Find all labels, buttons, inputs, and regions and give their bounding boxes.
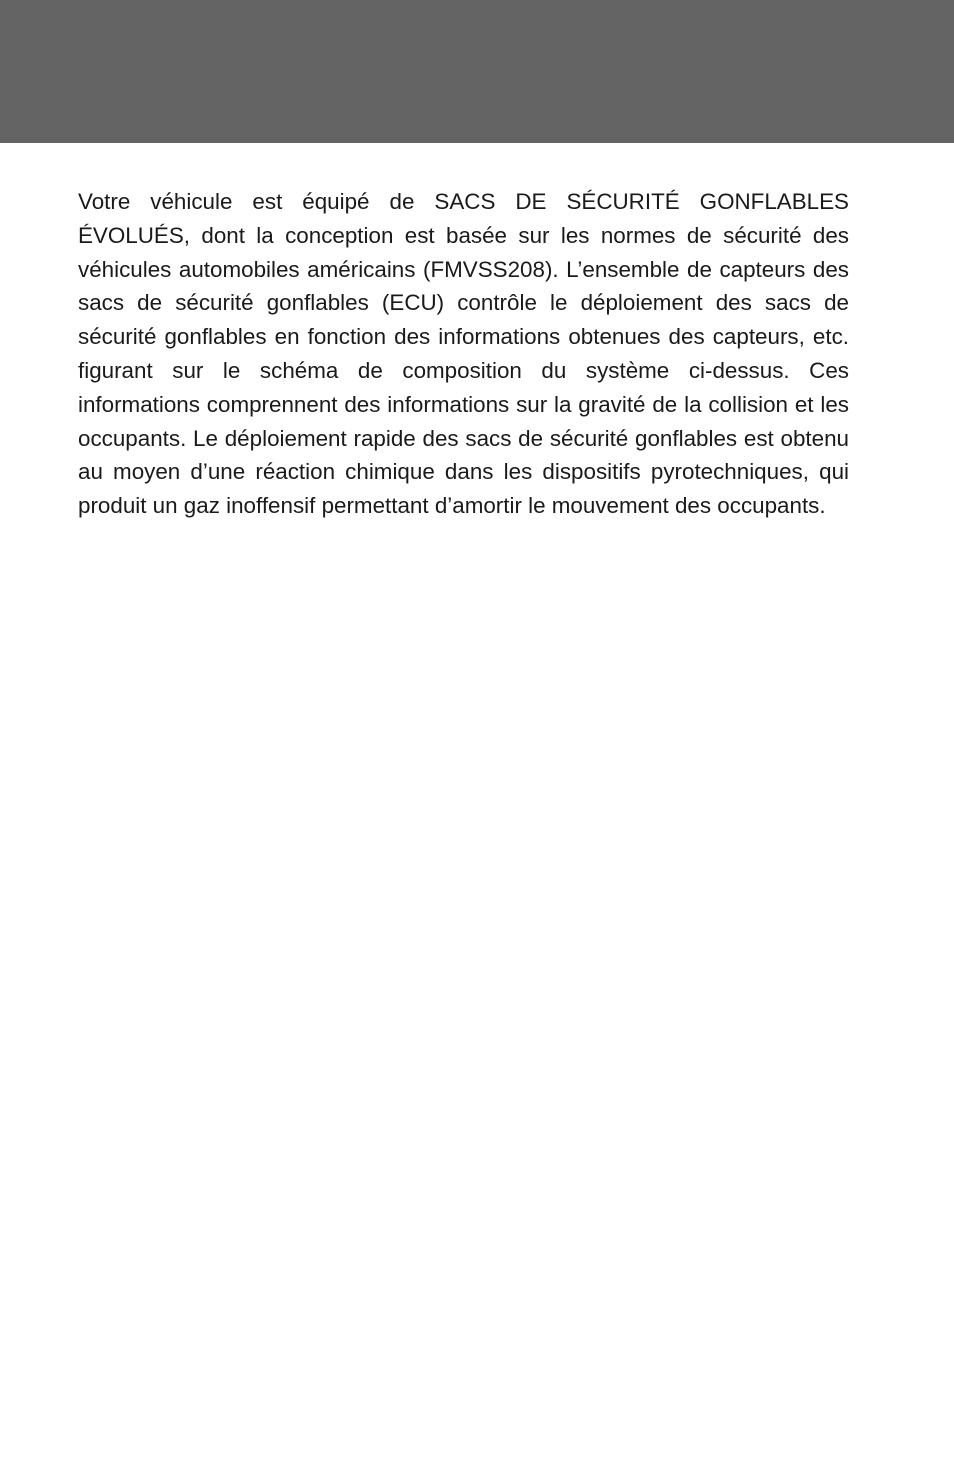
body-paragraph: Votre véhicule est équipé de SACS DE SÉCURITÉ GONFLABLES ÉVOLUÉS, dont la conception est basée sur les normes de sécurité des véhicules automobiles américains (FMVSS208). L’ensemble de capteurs des sacs de sécurité gonflables (ECU) contrôle le déploiement des sacs de sécurité gonflables en fonction des informations obtenues des capteurs, etc. figurant sur le schéma de composition du système ci-dessus. Ces informations comprennent des informations sur la gravité de la collision et les occupants. Le déploiement rapide des sacs de sécurité gonflables est obtenu au moyen d’une réaction chimique dans les dispositifs pyrotechniques, qui produit un gaz inoffensif permettant d’amortir le mouvement des occupants. (78, 189, 849, 519)
header-band (0, 0, 954, 143)
